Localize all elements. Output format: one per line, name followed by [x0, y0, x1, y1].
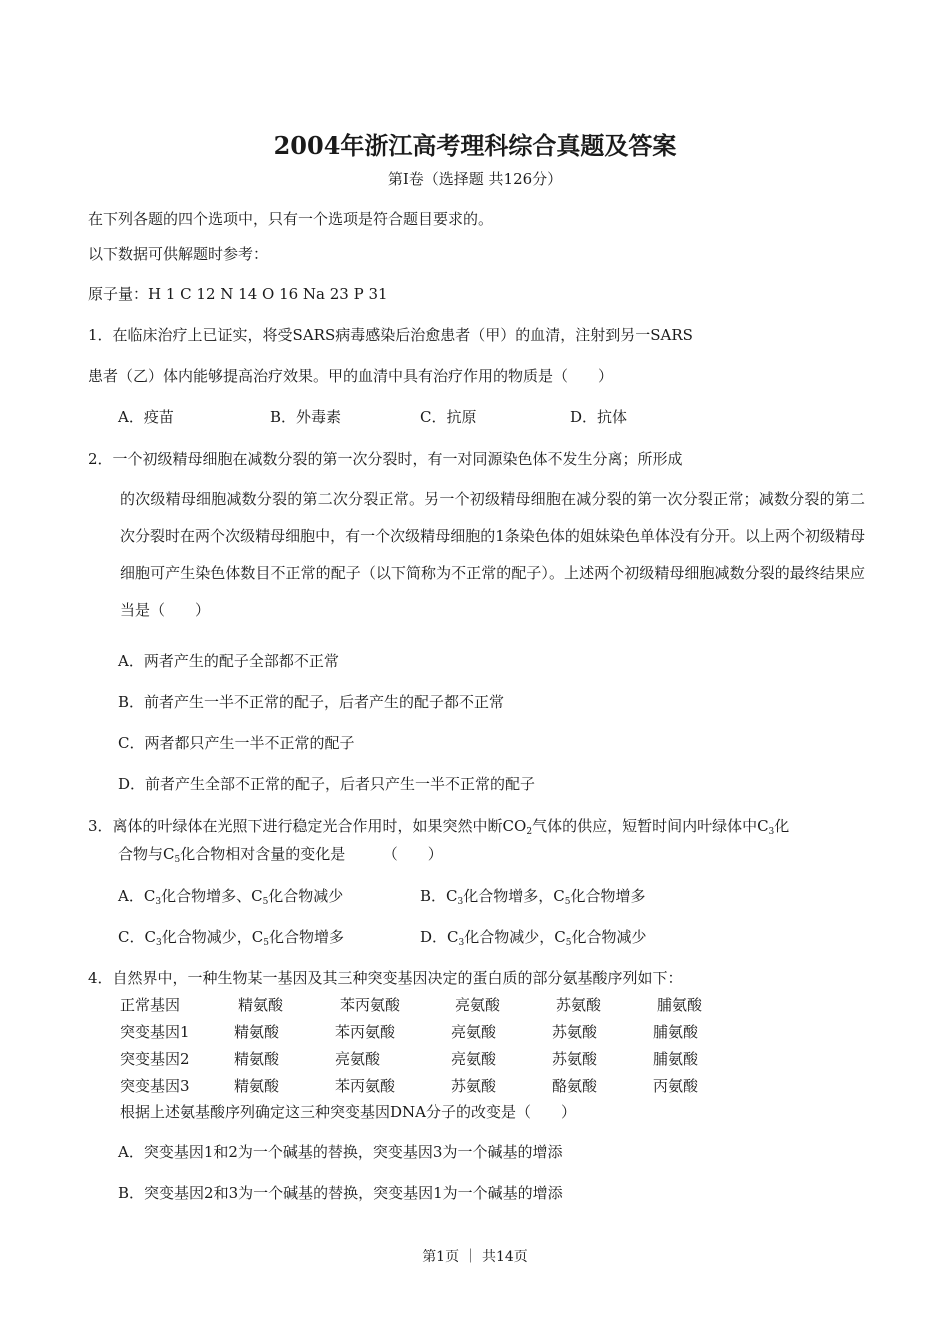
table-cell: 突变基因1 — [120, 1023, 190, 1041]
atomic-weights: 原子量：H 1 C 12 N 14 O 16 Na 23 P 31 — [88, 285, 388, 303]
table-cell: 苏氨酸 — [552, 1050, 598, 1068]
q2-option-d: D．前者产生全部不正常的配子，后者只产生一半不正常的配子 — [118, 775, 536, 793]
table-cell: 丙氨酸 — [653, 1077, 699, 1095]
table-cell: 苏氨酸 — [451, 1077, 497, 1095]
q2-option-a: A．两者产生的配子全部都不正常 — [118, 652, 339, 670]
section-subtitle: 第Ⅰ卷（选择题 共126分） — [387, 170, 563, 188]
q1-option-d: D．抗体 — [570, 408, 628, 426]
table-cell: 亮氨酸 — [455, 996, 501, 1014]
table-cell: 苯丙氨酸 — [340, 996, 401, 1014]
q2-stem-line1: 2．一个初级精母细胞在减数分裂的第一次分裂时，有一对同源染色体不发生分离；所形成 — [88, 450, 683, 468]
table-cell: 精氨酸 — [234, 1050, 280, 1068]
q2-option-c: C．两者都只产生一半不正常的配子 — [118, 734, 355, 752]
q2-option-b: B．前者产生一半不正常的配子，后者产生的配子都不正常 — [118, 693, 505, 711]
q3-option-b: B．$C_3$化合物增多，$C_5$化合物增多 — [420, 887, 646, 907]
page-footer: 第1页 ｜ 共14页 — [422, 1249, 528, 1265]
table-cell: 正常基因 — [120, 996, 181, 1014]
table-cell: 精氨酸 — [234, 1077, 280, 1095]
table-cell: 脯氨酸 — [657, 996, 703, 1014]
table-cell: 苯丙氨酸 — [335, 1023, 396, 1041]
table-cell: 精氨酸 — [234, 1023, 280, 1041]
q3-stem-line2: 合物与$C_5$化合物相对含量的变化是 （ ） — [118, 845, 443, 865]
table-cell: 精氨酸 — [238, 996, 284, 1014]
page-title: 2004年浙江高考理科综合真题及答案 — [273, 131, 677, 160]
table-cell: 亮氨酸 — [451, 1023, 497, 1041]
table-cell: 苏氨酸 — [552, 1023, 598, 1041]
q1-option-b: B．外毒素 — [270, 408, 342, 426]
table-cell: 酪氨酸 — [552, 1077, 598, 1095]
q1-stem-line2: 患者（乙）体内能够提高治疗效果。甲的血清中具有治疗作用的物质是（ ） — [88, 367, 614, 385]
table-cell: 脯氨酸 — [653, 1050, 699, 1068]
table-cell: 苯丙氨酸 — [335, 1077, 396, 1095]
q1-stem-line1: 1．在临床治疗上已证实，将受SARS病毒感染后治愈患者（甲）的血清，注射到另一SARS — [88, 326, 693, 344]
q3-option-a: A．$C_3$化合物增多、$C_5$化合物减少 — [118, 887, 344, 907]
intro-instruction: 在下列各题的四个选项中，只有一个选项是符合题目要求的。 — [88, 210, 494, 228]
q2-stem-body: 的次级精母细胞减数分裂的第二次分裂正常。另一个初级精母细胞在减分裂的第一次分裂正常；减数分裂的第二次分裂时在两个次级精母细胞中，有一个次级精母细胞的1条染色体的姐妹染色单体没有分开。以上两个初级精母细胞可产生染色体数目不正常的配子（以下简称为不正常的配子）。上述两个初级精母细胞减数分裂的最终结果应当是（ ） — [120, 490, 865, 619]
intro-reference: 以下数据可供解题时参考： — [88, 245, 269, 263]
q1-option-a: A．疫苗 — [118, 408, 174, 426]
q4-question: 根据上述氨基酸序列确定这三种突变基因DNA分子的改变是（ ） — [120, 1103, 576, 1121]
table-cell: 突变基因3 — [120, 1077, 190, 1095]
q3-option-d: D．$C_3$化合物减少，$C_5$化合物减少 — [420, 928, 647, 948]
q4-option-a: A．突变基因1和2为一个碱基的替换，突变基因3为一个碱基的增添 — [118, 1143, 563, 1161]
q3-option-c: C．$C_3$化合物减少，$C_5$化合物增多 — [118, 928, 344, 948]
q4-option-b: B．突变基因2和3为一个碱基的替换，突变基因1为一个碱基的增添 — [118, 1184, 563, 1202]
table-cell: 脯氨酸 — [653, 1023, 699, 1041]
q4-stem-line1: 4．自然界中，一种生物某一基因及其三种突变基因决定的蛋白质的部分氨基酸序列如下： — [88, 969, 683, 987]
table-cell: 亮氨酸 — [451, 1050, 497, 1068]
table-cell: 亮氨酸 — [335, 1050, 381, 1068]
table-cell: 苏氨酸 — [556, 996, 602, 1014]
q1-option-c: C．抗原 — [420, 408, 477, 426]
q3-stem-line1: 3．离体的叶绿体在光照下进行稳定光合作用时，如果突然中断$CO_2$气体的供应，短暂时间内叶绿体中$C_3$化 — [88, 817, 790, 837]
table-cell: 突变基因2 — [120, 1050, 190, 1068]
